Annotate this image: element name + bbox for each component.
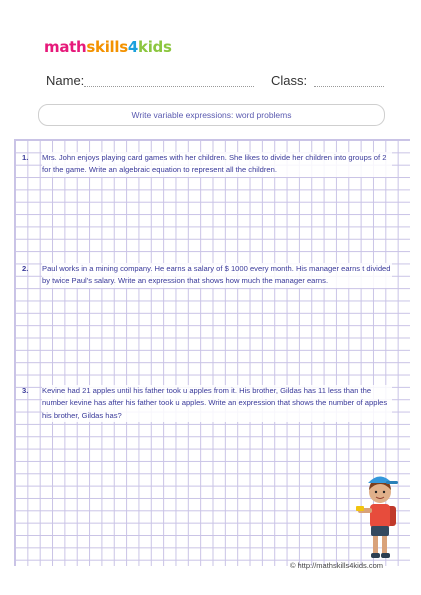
logo-math: math — [44, 38, 87, 56]
logo-skills: skills — [86, 38, 128, 56]
class-label: Class: — [271, 73, 308, 88]
name-label: Name: — [46, 73, 85, 88]
question-text: Mrs. John enjoys playing card games with her children. She likes to divide her children into groups of 2 for the game. Write an algebraic equation to represent all the children. — [42, 152, 392, 177]
mathskills4kids-logo[interactable] — [44, 38, 172, 56]
question-number: 2. — [22, 264, 29, 273]
kid-illustration-icon — [356, 466, 404, 562]
question-number: 3. — [22, 386, 29, 395]
class-field[interactable] — [314, 86, 384, 87]
logo-four: 4 — [127, 38, 139, 56]
name-field[interactable] — [84, 86, 254, 87]
footer-copyright[interactable]: © http://mathskills4kids.com — [289, 561, 383, 570]
question-text: Paul works in a mining company. He earns a salary of $ 1000 every month. His manager earns t divided by twice Paul's salary. Write an expression that shows how much the manager earns. — [42, 263, 392, 288]
question-text: Kevine had 21 apples until his father took u apples from it. His brother, Gildas has 11 less than the number kevine has after his father took u apples. Write an expression that shows the number of apples his brother, Gildas has? — [42, 385, 392, 422]
worksheet-title: Write variable expressions: word problems — [38, 104, 385, 126]
graph-paper-grid — [14, 139, 410, 566]
question-number: 1. — [22, 153, 29, 162]
logo-kids: kids — [138, 38, 172, 56]
